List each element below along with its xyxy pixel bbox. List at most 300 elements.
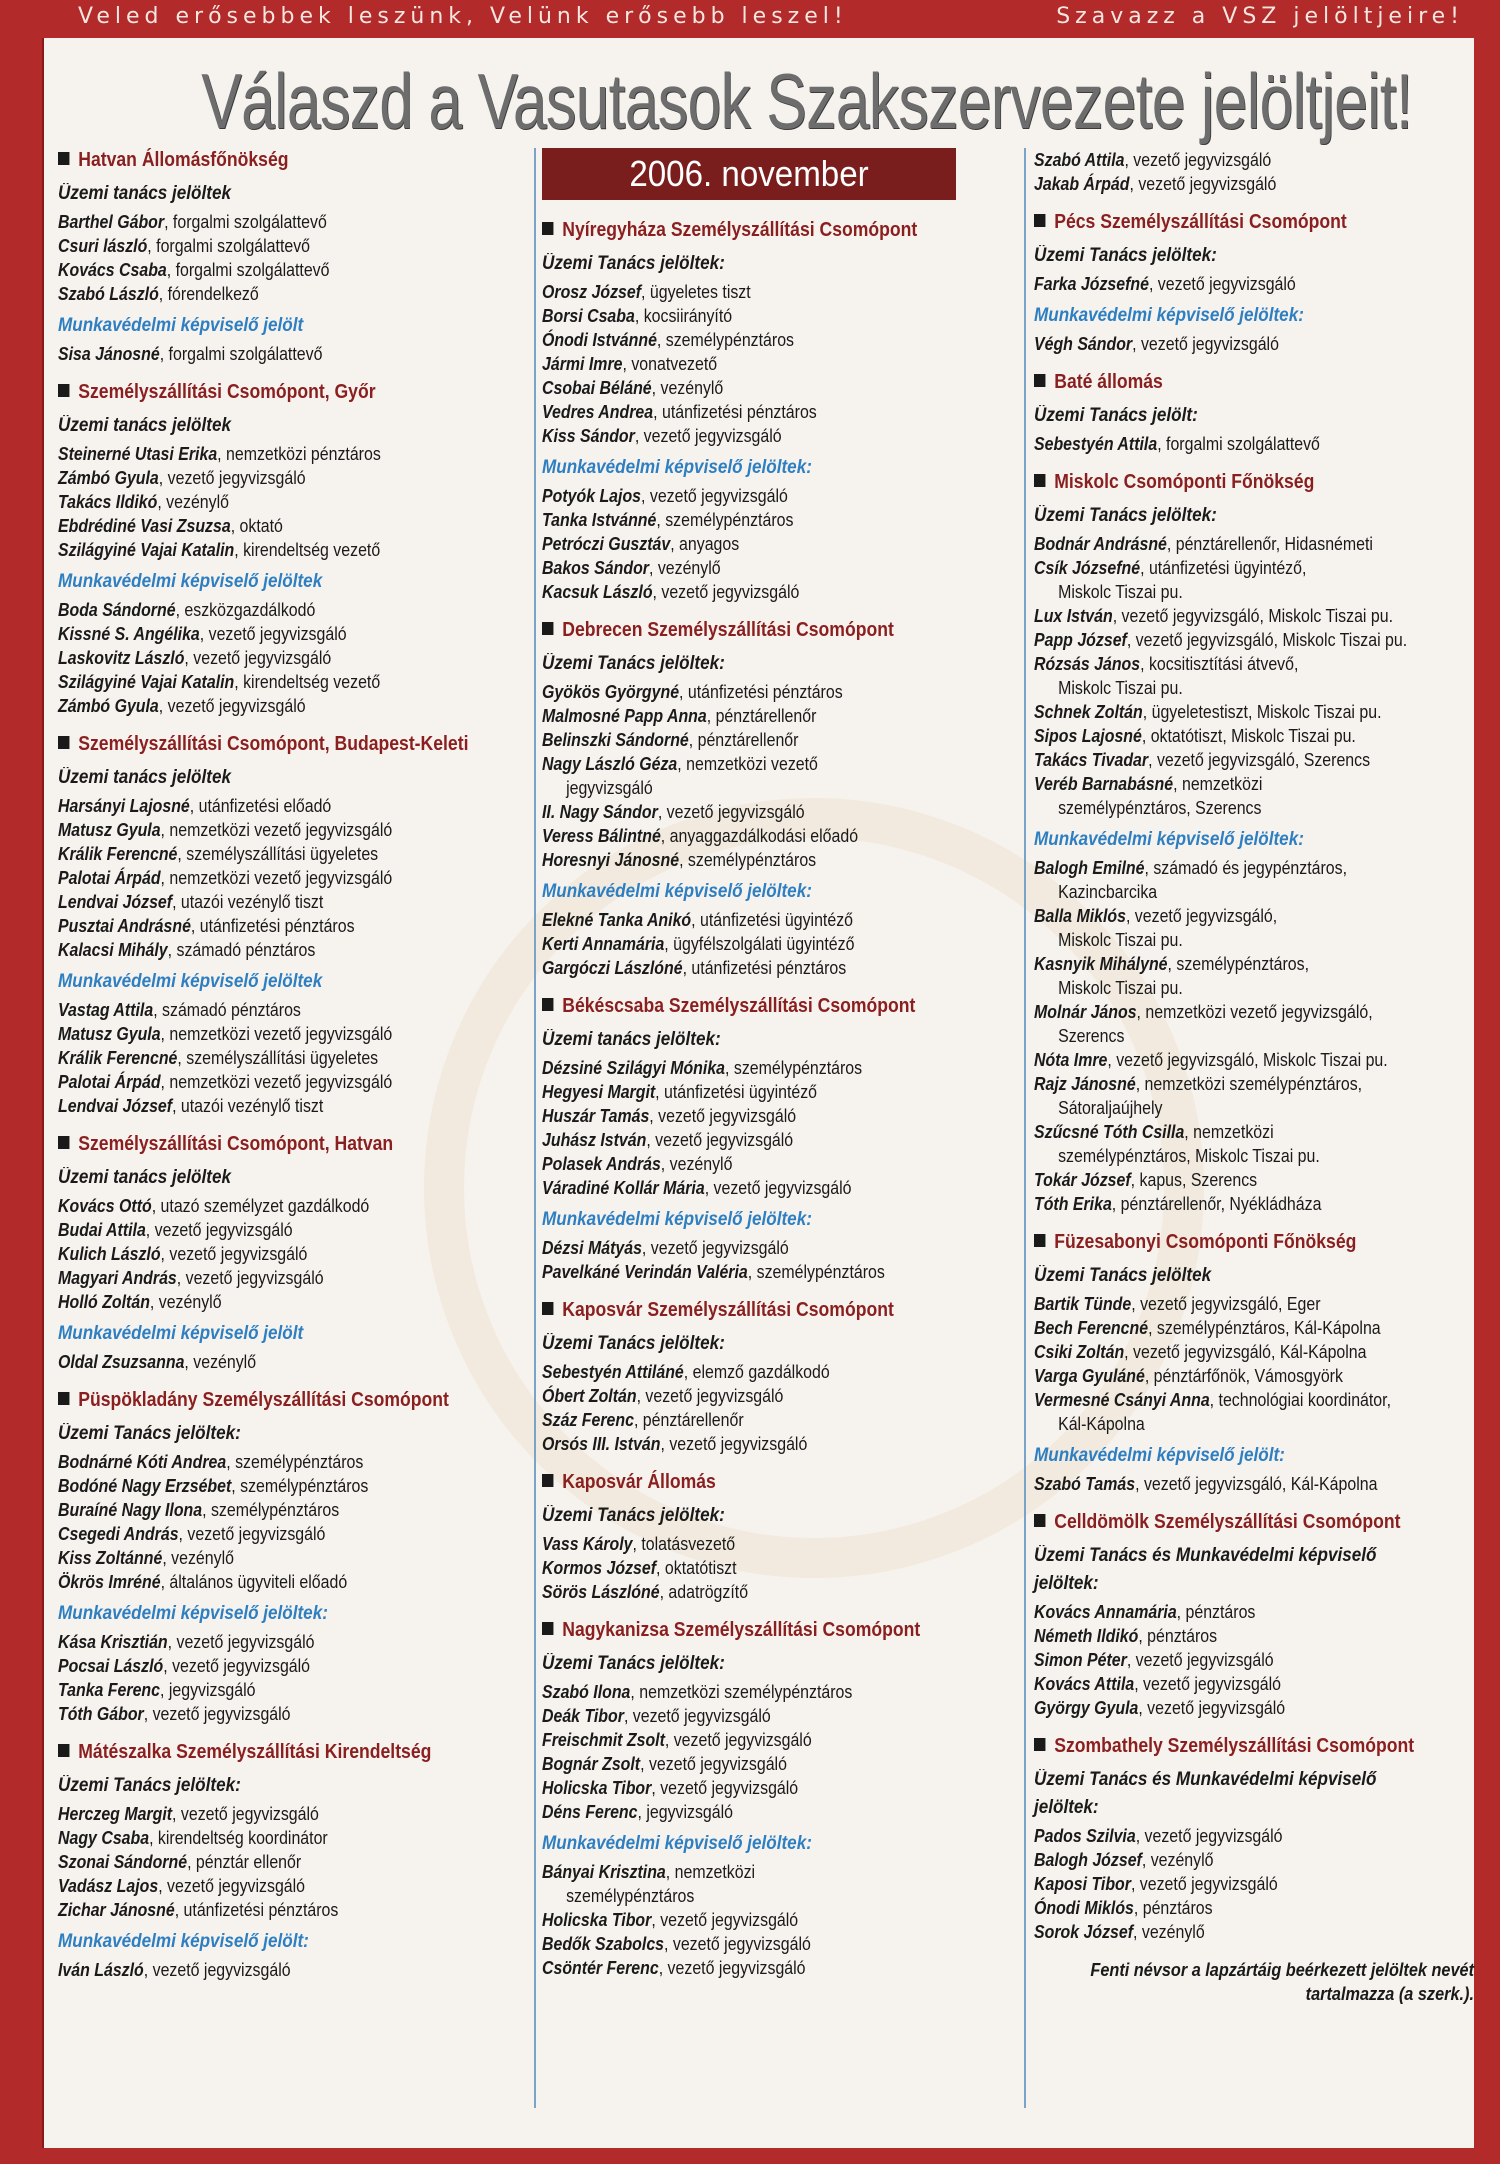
- candidate-group: [58, 570, 528, 718]
- candidate-entry: [1034, 1672, 1412, 1696]
- candidate-name: Kulich László: [58, 1243, 161, 1264]
- candidate-role: , vezénylő: [651, 377, 724, 398]
- group-title: Üzemi Tanács jelöltek:: [1034, 245, 1217, 266]
- candidate-entry: [58, 890, 462, 914]
- candidate-name: Polasek András: [542, 1153, 661, 1174]
- section-title-text: Személyszállítási Csomópont, Győr: [78, 381, 376, 403]
- candidate-role: , pénztárellenőr, Nyékládháza: [1111, 1193, 1322, 1214]
- group-title: Üzemi tanács jelöltek: [58, 767, 231, 788]
- candidate-name: Csöntér Ferenc: [542, 1957, 659, 1978]
- candidate-role: , vezető jegyvizsgáló: [1138, 1697, 1286, 1718]
- candidate-name: Vastag Attila: [58, 999, 154, 1020]
- candidate-role: , vezető jegyvizsgáló: [178, 1523, 326, 1544]
- candidate-entry: [58, 842, 462, 866]
- group-title: Munkavédelmi képviselő jelöltek:: [542, 1209, 812, 1230]
- candidate-entry: [58, 1266, 462, 1290]
- candidate-role: , vezető jegyvizsgáló, Miskolc Tiszai pu.: [1112, 605, 1393, 626]
- candidate-role: , nemzetközi személypénztáros: [630, 1681, 853, 1702]
- candidate-group: [1034, 304, 1474, 356]
- group-title: Munkavédelmi képviselő jelöltek:: [542, 881, 812, 902]
- candidate-entry: [58, 1546, 462, 1570]
- candidate-role: , vezető jegyvizsgáló, Eger: [1131, 1293, 1321, 1314]
- candidate-entry: [58, 1474, 462, 1498]
- section-title: [1034, 210, 1421, 234]
- candidate-entry: [542, 848, 946, 872]
- candidate-name: Papp József: [1034, 629, 1127, 650]
- candidate-entry: [542, 956, 946, 980]
- candidate-group: [1034, 244, 1474, 296]
- candidate-role: , vezető jegyvizsgáló: [176, 1267, 324, 1288]
- candidate-name: Zámbó Gyula: [58, 695, 159, 716]
- candidate-name: Végh Sándor: [1034, 333, 1133, 354]
- candidate-role: , forgalmi szolgálattevő: [159, 343, 323, 364]
- candidate-role: , utánfizetési pénztáros: [682, 957, 847, 978]
- candidate-name: Orosz József: [542, 281, 642, 302]
- column-1: [58, 148, 528, 1996]
- square-bullet-icon: [1034, 1514, 1045, 1527]
- candidate-role: , vezénylő: [1141, 1849, 1214, 1870]
- candidate-entry: [58, 670, 462, 694]
- square-bullet-icon: [58, 736, 69, 749]
- section-title-text: Miskolc Csomóponti Főnökség: [1054, 471, 1315, 493]
- candidate-name: Szabó Tamás: [1034, 1473, 1136, 1494]
- candidate-role: , személypénztáros: [656, 329, 794, 350]
- square-bullet-icon: [1034, 1738, 1045, 1751]
- candidate-role: , személypénztáros: [725, 1057, 863, 1078]
- candidate-role: , vezénylő: [648, 557, 721, 578]
- candidate-name: Holicska Tibor: [542, 1909, 652, 1930]
- section: [58, 1132, 528, 1374]
- candidate-entry: [542, 376, 946, 400]
- candidate-role: , vezető jegyvizsgáló: [646, 1129, 794, 1150]
- candidate-entry: [58, 794, 462, 818]
- candidate-group: [58, 1930, 528, 1982]
- candidate-group: [1034, 1544, 1474, 1720]
- candidate-group: [58, 414, 528, 562]
- candidate-role: , vezető jegyvizsgáló: [651, 1909, 799, 1930]
- candidate-name: Balla Miklós: [1034, 905, 1126, 926]
- candidate-name: Veréb Barnabásné: [1034, 773, 1174, 794]
- candidate-entry: [1034, 532, 1412, 556]
- candidate-entry: [542, 556, 946, 580]
- candidate-role: , kocsitisztítási átvevő,: [1140, 653, 1299, 674]
- candidate-role: , kapus, Szerencs: [1130, 1169, 1258, 1190]
- candidate-name: Potyók Lajos: [542, 485, 642, 506]
- candidate-role: , személypénztáros, Kál-Kápolna: [1148, 1317, 1381, 1338]
- candidate-role: , vezető jegyvizsgáló: [657, 801, 805, 822]
- candidate-name: Gyökös Györgyné: [542, 681, 680, 702]
- candidate-name: Sipos Lajosné: [1034, 725, 1142, 746]
- candidate-role: , utazói vezénylő tiszt: [172, 1095, 324, 1116]
- group-title: Munkavédelmi képviselő jelöltek:: [542, 1833, 812, 1854]
- group-title: Üzemi Tanács jelölt:: [1034, 405, 1198, 426]
- candidate-entry: [1034, 1472, 1412, 1496]
- candidate-name: Kissné S. Angélika: [58, 623, 200, 644]
- candidate-name: Kiss Zoltánné: [58, 1547, 163, 1568]
- candidate-name: Králik Ferencné: [58, 1047, 178, 1068]
- section-title-text: Debrecen Személyszállítási Csomópont: [562, 619, 894, 641]
- candidate-entry: [542, 1776, 946, 1800]
- candidate-entry: [58, 1046, 462, 1070]
- section: [542, 1618, 1012, 1980]
- candidate-role: , oktatótiszt, Miskolc Tiszai pu.: [1141, 725, 1356, 746]
- candidate-name: Juhász István: [542, 1129, 647, 1150]
- section: [542, 1470, 1012, 1604]
- candidate-entry: [58, 234, 462, 258]
- section-title: [58, 380, 472, 404]
- candidate-entry: [58, 866, 462, 890]
- candidate-entry: [1034, 556, 1412, 580]
- candidate-name: Farka Józsefné: [1034, 273, 1149, 294]
- candidate-entry: [1034, 1364, 1412, 1388]
- candidate-group: [542, 652, 1012, 872]
- candidate-role: , technológiai koordinátor,: [1209, 1389, 1392, 1410]
- candidate-entry: [58, 1350, 462, 1374]
- candidate-group: [1034, 148, 1474, 196]
- candidate-name: Szilágyiné Vajai Katalin: [58, 671, 235, 692]
- candidate-entry: [1034, 1340, 1412, 1364]
- candidate-name: Kovács Ottó: [58, 1195, 152, 1216]
- candidate-name: Huszár Tamás: [542, 1105, 650, 1126]
- candidate-entry: [1034, 856, 1412, 880]
- candidate-role: , forgalmi szolgálattevő: [1157, 433, 1320, 454]
- candidate-name: Szonai Sándorné: [58, 1851, 188, 1872]
- group-title: Üzemi Tanács jelöltek:: [542, 1333, 725, 1354]
- candidate-role: , vezető jegyvizsgáló: [641, 485, 788, 506]
- candidate-entry: [58, 1498, 462, 1522]
- candidate-name: Kasnyik Mihályné: [1034, 953, 1168, 974]
- candidate-entry: [1034, 1388, 1412, 1412]
- candidate-entry: [1034, 748, 1412, 772]
- candidate-group: [542, 1208, 1012, 1284]
- candidate-name: Sebestyén Attiláné: [542, 1361, 684, 1382]
- candidate-name: Szabó Attila: [1034, 149, 1125, 170]
- candidate-role: , utánfizetési pénztáros: [174, 1899, 339, 1920]
- candidate-name: Rózsás János: [1034, 653, 1141, 674]
- candidate-name: Herczeg Margit: [58, 1803, 173, 1824]
- candidate-name: Steinerné Utasi Erika: [58, 443, 218, 464]
- group-title: Üzemi Tanács jelöltek:: [58, 1775, 241, 1796]
- candidate-entry: [1034, 1600, 1412, 1624]
- candidate-role: , utánfizetési ügyintéző,: [1140, 557, 1307, 578]
- candidate-role: , vezető jegyvizsgáló: [160, 1243, 308, 1264]
- section: [1034, 1734, 1474, 1944]
- candidate-role: , utánfizetési pénztáros: [653, 401, 817, 422]
- candidate-role: , vezető jegyvizsgáló: [652, 581, 800, 602]
- candidate-group: [1034, 828, 1474, 1216]
- candidate-role: , vezető jegyvizsgáló: [658, 1957, 806, 1978]
- candidate-role: , vezető jegyvizsgáló, Kál-Kápolna: [1135, 1473, 1378, 1494]
- candidate-name: Vass Károly: [542, 1533, 633, 1554]
- candidate-name: Magyari András: [58, 1267, 177, 1288]
- candidate-name: Vedres Andrea: [542, 401, 654, 422]
- candidate-entry: [58, 598, 462, 622]
- candidate-entry: [1034, 1696, 1412, 1720]
- candidate-entry: [542, 908, 946, 932]
- candidate-entry: [542, 728, 946, 752]
- candidate-name: Csík Józsefné: [1034, 557, 1141, 578]
- candidate-name: Kalacsi Mihály: [58, 939, 168, 960]
- group-title: Munkavédelmi képviselő jelölt: [58, 1323, 304, 1344]
- candidate-role: , vezető jegyvizsgáló: [158, 467, 306, 488]
- candidate-name: Bech Ferencné: [1034, 1317, 1149, 1338]
- candidate-entry: [58, 998, 462, 1022]
- candidate-entry: [58, 1290, 462, 1314]
- candidate-role: , pénztáros: [1176, 1601, 1256, 1622]
- candidate-role: , vezető jegyvizsgáló: [641, 1237, 789, 1258]
- group-title: Munkavédelmi képviselő jelölt: [58, 315, 304, 336]
- candidate-group: [1034, 1264, 1474, 1436]
- group-title: Munkavédelmi képviselő jelölt:: [1034, 1445, 1285, 1466]
- section: [58, 148, 528, 366]
- section-title: [542, 994, 956, 1018]
- slogan-right: Szavazz a VSZ jelöltjeire!: [1056, 4, 1464, 29]
- section-title: [1034, 1510, 1421, 1534]
- candidate-name: Óbert Zoltán: [542, 1385, 637, 1406]
- candidate-entry: [542, 680, 946, 704]
- candidate-entry: [58, 646, 462, 670]
- candidate-entry: [542, 1176, 946, 1200]
- candidate-entry: [58, 694, 462, 718]
- candidate-role: , nemzetközi vezető jegyvizsgáló,: [1136, 1001, 1373, 1022]
- candidate-role: , pénztáros: [1138, 1625, 1218, 1646]
- candidate-entry: [542, 1152, 946, 1176]
- section-title-text: Nyíregyháza Személyszállítási Csomópont: [562, 219, 918, 241]
- candidate-name: Sörös Lászlóné: [542, 1581, 660, 1602]
- section-title-text: Személyszállítási Csomópont, Budapest-Keleti: [78, 733, 469, 755]
- group-title: Munkavédelmi képviselő jelölt:: [58, 1931, 309, 1952]
- candidate-role: , utazói vezénylő tiszt: [172, 891, 324, 912]
- group-title: Munkavédelmi képviselő jelöltek:: [542, 457, 812, 478]
- group-title-cont: jelöltek:: [1034, 1573, 1099, 1594]
- candidate-role: , vezető jegyvizsgáló: [1134, 1673, 1282, 1694]
- candidate-entry: [542, 1556, 946, 1580]
- candidate-role: , anyaggazdálkodási előadó: [660, 825, 859, 846]
- candidate-entry: [542, 1532, 946, 1556]
- candidate-name: Harsányi Lajosné: [58, 795, 190, 816]
- candidate-name: Králik Ferencné: [58, 843, 178, 864]
- candidate-entry: [542, 1360, 946, 1384]
- candidate-name: Varga Gyuláné: [1034, 1365, 1145, 1386]
- candidate-name: Kacsuk László: [542, 581, 653, 602]
- candidate-entry: [542, 1104, 946, 1128]
- group-title: Munkavédelmi képviselő jelöltek: [58, 971, 323, 992]
- candidate-entry: [542, 1056, 946, 1080]
- candidate-role: , nemzetközi vezető jegyvizsgáló: [160, 819, 393, 840]
- candidate-name: Lendvai József: [58, 1095, 173, 1116]
- candidate-role: , általános ügyviteli előadó: [160, 1571, 348, 1592]
- section: [1034, 1230, 1474, 1496]
- candidate-entry: [542, 280, 946, 304]
- candidate-name: Tokár József: [1034, 1169, 1131, 1190]
- candidate-name: Deák Tibor: [542, 1705, 624, 1726]
- candidate-role: , forgalmi szolgálattevő: [147, 235, 311, 256]
- square-bullet-icon: [1034, 474, 1045, 487]
- candidate-entry: [1034, 172, 1412, 196]
- candidate-group: [542, 1504, 1012, 1604]
- candidate-entry: [542, 824, 946, 848]
- group-title: Munkavédelmi képviselő jelöltek: [58, 571, 323, 592]
- candidate-role: , számadó pénztáros: [167, 939, 316, 960]
- candidate-role: , vezető jegyvizsgáló: [184, 647, 332, 668]
- group-title: Munkavédelmi képviselő jelöltek:: [1034, 829, 1304, 850]
- candidate-entry: [58, 342, 462, 366]
- candidate-entry: [58, 1678, 462, 1702]
- candidate-entry: [542, 1932, 946, 1956]
- candidate-name: Jármi Imre: [542, 353, 623, 374]
- candidate-role: , utánfizetési ügyintéző: [655, 1081, 818, 1102]
- candidate-entry: [1034, 724, 1412, 748]
- date-box: 2006. november: [542, 148, 956, 200]
- candidate-entry: [1034, 148, 1412, 172]
- candidate-role: , vezető jegyvizsgáló, Miskolc Tiszai pu.: [1126, 629, 1408, 650]
- candidate-name: Holló Zoltán: [58, 1291, 150, 1312]
- candidate-role-cont: Miskolc Tiszai pu.: [1058, 977, 1183, 998]
- candidate-entry: [1034, 1192, 1412, 1216]
- section: [1034, 1510, 1474, 1720]
- candidate-group: [542, 1832, 1012, 1980]
- candidate-entry: [58, 914, 462, 938]
- candidate-role: , nemzetközi vezető jegyvizsgáló: [160, 1071, 393, 1092]
- candidate-entry: [542, 1236, 946, 1260]
- candidate-role: , nemzetközi: [1173, 773, 1263, 794]
- section-title: [542, 218, 956, 242]
- candidate-role: , személypénztáros: [747, 1261, 885, 1282]
- candidate-entry: [1034, 1848, 1412, 1872]
- candidate-entry: [58, 1194, 462, 1218]
- candidate-group: [1034, 404, 1474, 456]
- candidate-entry: [58, 1570, 462, 1594]
- candidate-entry: [58, 1874, 462, 1898]
- section-title: [1034, 470, 1421, 494]
- candidate-role: , vezető jegyvizsgáló, Kál-Kápolna: [1124, 1341, 1367, 1362]
- candidate-entry: [1034, 628, 1412, 652]
- candidate-entry: [1034, 1648, 1412, 1672]
- candidate-name: Molnár János: [1034, 1001, 1137, 1022]
- square-bullet-icon: [58, 1392, 69, 1405]
- candidate-name: Tanka Ferenc: [58, 1679, 160, 1700]
- candidate-entry: [58, 938, 462, 962]
- candidate-group: [58, 766, 528, 962]
- candidate-name: Ónodi Miklós: [1034, 1897, 1134, 1918]
- square-bullet-icon: [542, 998, 553, 1011]
- candidate-name: Váradiné Kollár Mária: [542, 1177, 705, 1198]
- section: [542, 618, 1012, 980]
- candidate-role: , személypénztáros,: [1167, 953, 1310, 974]
- candidate-role: , pénztárellenőr: [688, 729, 799, 750]
- candidate-name: Budai Attila: [58, 1219, 146, 1240]
- candidate-name: Csobai Béláné: [542, 377, 652, 398]
- section-title-text: Celldömölk Személyszállítási Csomópont: [1054, 1511, 1401, 1533]
- top-banner: [0, 0, 1500, 38]
- candidate-role: , jegyvizsgáló: [159, 1679, 256, 1700]
- candidate-entry: [542, 752, 946, 776]
- section: [1034, 210, 1474, 356]
- candidate-role: , személypénztáros: [202, 1499, 340, 1520]
- candidate-role: , ügyfélszolgálati ügyintéző: [664, 933, 855, 954]
- candidate-name: Schnek Zoltán: [1034, 701, 1143, 722]
- candidate-entry: [542, 1800, 946, 1824]
- candidate-name: György Gyula: [1034, 1697, 1139, 1718]
- candidate-name: Dézsiné Szilágyi Mónika: [542, 1057, 726, 1078]
- candidate-name: Dézsi Mátyás: [542, 1237, 642, 1258]
- candidate-role: , adatrögzítő: [659, 1581, 749, 1602]
- candidate-entry: [58, 538, 462, 562]
- section-title: [58, 148, 472, 172]
- candidate-name: Kovács Csaba: [58, 259, 167, 280]
- candidate-name: Iván László: [58, 1959, 144, 1980]
- candidate-entry: [542, 1080, 946, 1104]
- candidate-entry: [1034, 272, 1412, 296]
- section-title-text: Mátészalka Személyszállítási Kirendeltség: [78, 1741, 432, 1763]
- candidate-role-cont: személypénztáros, Szerencs: [1058, 797, 1262, 818]
- candidate-name: Holicska Tibor: [542, 1777, 652, 1798]
- candidate-entry: [58, 1630, 462, 1654]
- candidate-name: Kerti Annamária: [542, 933, 665, 954]
- candidate-name: Ebdrédiné Vasi Zsuzsa: [58, 515, 231, 536]
- candidate-entry: [542, 800, 946, 824]
- candidate-name: Petróczi Gusztáv: [542, 533, 671, 554]
- candidate-entry: [58, 1218, 462, 1242]
- candidate-role: , kocsiirányító: [634, 305, 733, 326]
- candidate-group: [58, 970, 528, 1118]
- candidate-role: , személyszállítási ügyeletes: [177, 843, 379, 864]
- section: [58, 1388, 528, 1726]
- page-title: Válaszd a Vasutasok Szakszervezete jelöltjeit!: [201, 57, 1413, 145]
- candidate-entry: [58, 1654, 462, 1678]
- candidate-entry: [542, 1860, 946, 1884]
- square-bullet-icon: [58, 152, 69, 165]
- candidate-name: Bakos Sándor: [542, 557, 649, 578]
- candidate-role: , jegyvizsgáló: [637, 1801, 734, 1822]
- candidate-entry: [542, 424, 946, 448]
- square-bullet-icon: [1034, 374, 1045, 387]
- candidate-group: [542, 880, 1012, 980]
- candidate-entry: [58, 1958, 462, 1982]
- candidate-name: Kovács Attila: [1034, 1673, 1135, 1694]
- group-title: Üzemi Tanács jelöltek:: [1034, 505, 1217, 526]
- candidate-role: , vezető jegyvizsgáló: [172, 1803, 319, 1824]
- candidate-name: Szabó László: [58, 283, 159, 304]
- candidate-name: Elekné Tanka Anikó: [542, 909, 692, 930]
- section-title: [58, 732, 472, 756]
- group-title: Üzemi Tanács jelöltek:: [542, 653, 725, 674]
- candidate-role: , számadó pénztáros: [153, 999, 301, 1020]
- footnote-line: tartalmazza (a szerk.).: [1305, 1983, 1474, 2004]
- candidate-name: Pusztai Andrásné: [58, 915, 191, 936]
- candidate-group: [58, 1774, 528, 1922]
- section-title: [58, 1740, 472, 1764]
- section-title-text: Baté állomás: [1054, 371, 1163, 393]
- candidate-entry: [1034, 1624, 1412, 1648]
- candidate-name: Szilágyiné Vajai Katalin: [58, 539, 235, 560]
- candidate-entry: [1034, 1048, 1412, 1072]
- candidate-entry: [542, 1752, 946, 1776]
- candidate-name: II. Nagy Sándor: [542, 801, 658, 822]
- candidate-group: [58, 1166, 528, 1314]
- candidate-role: , vezető jegyvizsgáló: [660, 1433, 808, 1454]
- candidate-entry: [58, 1802, 462, 1826]
- candidate-name: Kiss Sándor: [542, 425, 635, 446]
- candidate-entry: [58, 514, 462, 538]
- candidate-entry: [542, 932, 946, 956]
- candidate-name: Németh Ildikó: [1034, 1625, 1139, 1646]
- section-title-text: Személyszállítási Csomópont, Hatvan: [78, 1133, 394, 1155]
- candidate-group: [58, 1322, 528, 1374]
- section-title-text: Püspökladány Személyszállítási Csomópont: [78, 1389, 449, 1411]
- candidate-name: Gargóczi Lászlóné: [542, 957, 683, 978]
- candidate-entry: [58, 210, 462, 234]
